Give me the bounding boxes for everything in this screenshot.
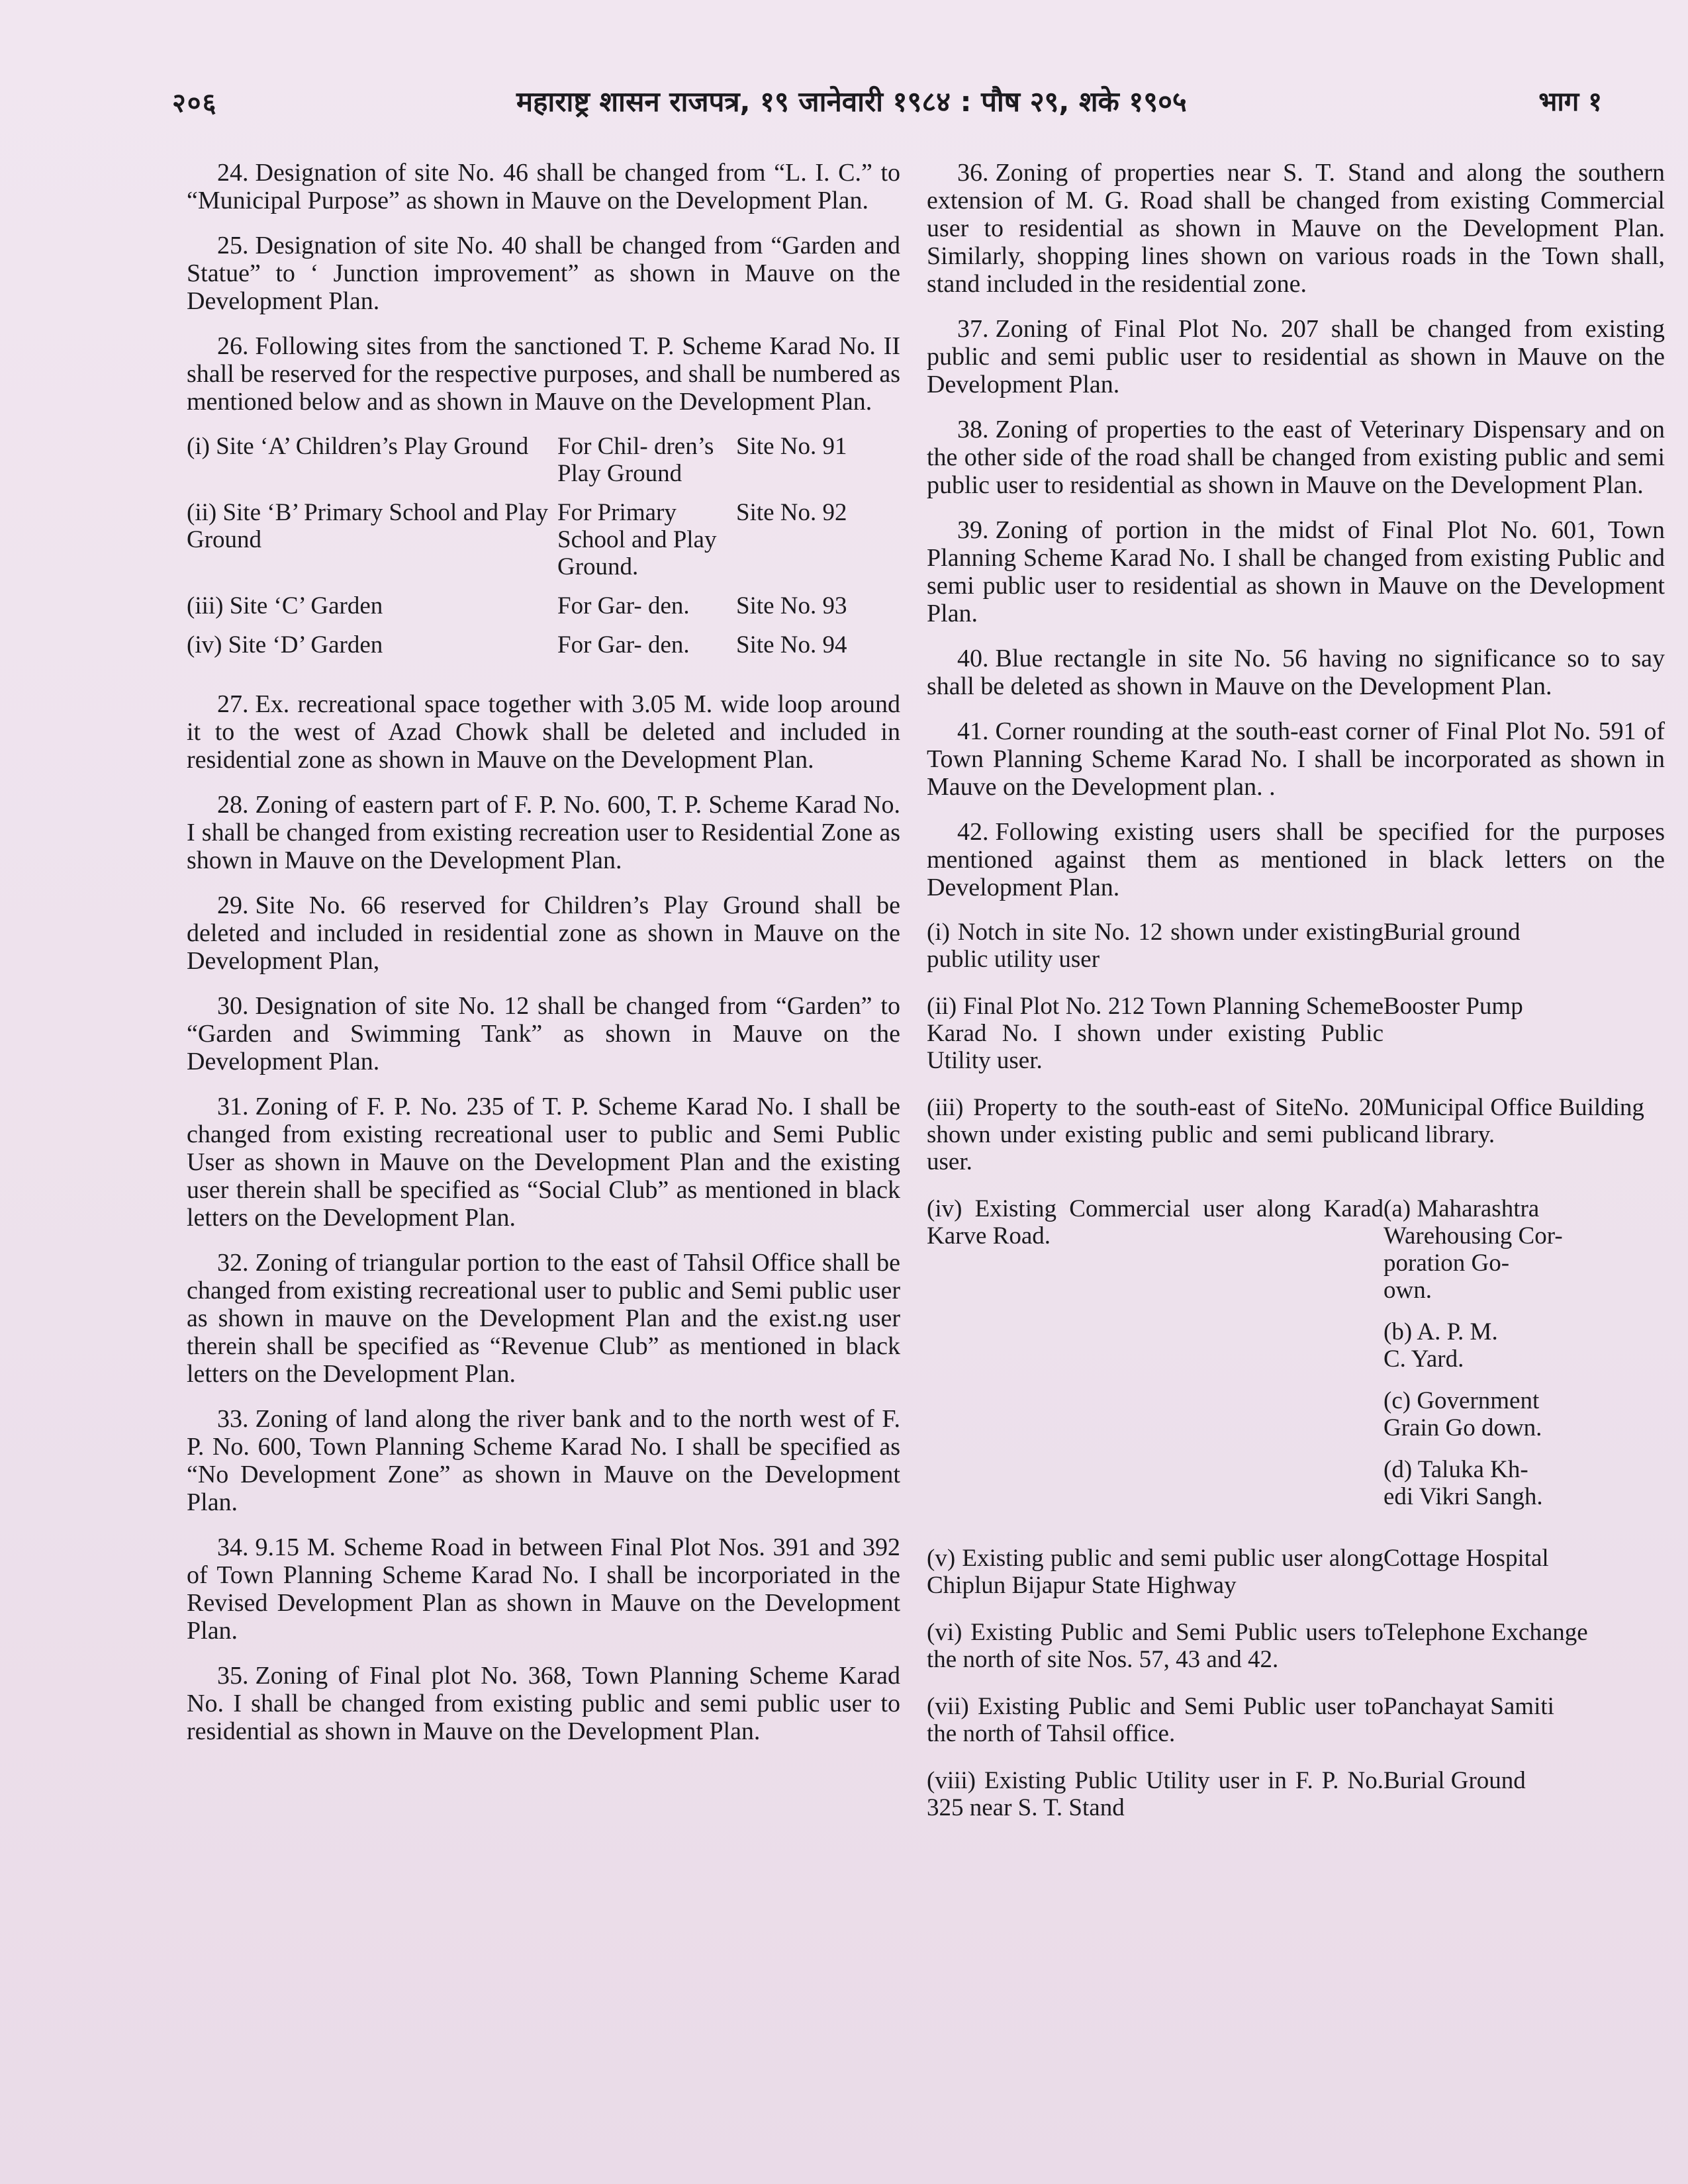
site-row xyxy=(187,499,900,592)
clause-paragraph xyxy=(187,690,900,774)
clause-paragraph xyxy=(927,516,1665,627)
clause-number: 36. xyxy=(957,159,989,187)
site-row xyxy=(187,592,900,631)
user-row xyxy=(927,1094,1665,1195)
user-description: (iii) Property to the south-east of SiteNo. 20 shown under existing public and semi public user. xyxy=(927,1094,1383,1175)
user-description: (vii) Existing Public and Semi Public user to the north of Tahsil office. xyxy=(927,1693,1383,1747)
user-row xyxy=(927,1195,1665,1545)
user-purpose-cell xyxy=(1383,1693,1665,1767)
site-purpose: For Primary School and Play Ground. xyxy=(557,499,717,580)
clause-text: 9.15 M. Scheme Road in between Final Plot Nos. 391 and 392 of Town Planning Scheme Karad No. I shall be incorporiated in the Revised Development Plan as shown in Mauve on the Development Plan. xyxy=(187,1533,900,1645)
user-description: (v) Existing public and semi public user along Chiplun Bijapur State Highway xyxy=(927,1545,1383,1599)
user-purpose: (d) Taluka Kh- edi Vikri Sangh. xyxy=(1383,1456,1543,1510)
user-purpose-cell xyxy=(1383,1767,1665,1841)
user-purpose-cell xyxy=(1383,1195,1665,1545)
clause-text: Designation of site No. 12 shall be changed from “Garden” to “Garden and Swimming Tank” as shown in Mauve on the Development Plan. xyxy=(187,992,900,1075)
clause-text: Zoning of properties to the east of Veterinary Dispensary and on the other side of the road shall be changed from existing public and semi public user to residential as shown in Mauve on the Development Plan. xyxy=(927,416,1665,499)
user-purpose: (c) Government Grain Go down. xyxy=(1383,1387,1542,1441)
clause-number: 38. xyxy=(957,416,989,443)
existing-users-table xyxy=(927,919,1665,1841)
user-purpose: (a) Maharashtra Warehousing Cor- poration Go- own. xyxy=(1383,1195,1563,1304)
part-label: भाग १ xyxy=(1538,87,1602,117)
left-column xyxy=(187,159,900,1762)
site-label: (iii) Site ‘C’ Garden xyxy=(187,592,383,619)
site-number: Site No. 91 xyxy=(736,433,847,460)
user-row xyxy=(927,919,1665,993)
clause-paragraph xyxy=(187,1249,900,1388)
clause-paragraph xyxy=(927,645,1665,700)
clause-paragraph xyxy=(187,332,900,416)
clause-text: Zoning of F. P. No. 235 of T. P. Scheme Karad No. I shall be changed from existing recreational user to public and Semi Public User as shown in Mauve on the Development Plan and the existing user therein shall be specified as “Social Club” as mentioned in black letters on the Development Plan. xyxy=(187,1093,900,1232)
site-number: Site No. 94 xyxy=(736,631,847,659)
clause-number: 26. xyxy=(217,332,249,360)
clause-number: 35. xyxy=(217,1662,249,1690)
user-description: (viii) Existing Public Utility user in F. P. No. 325 near S. T. Stand xyxy=(927,1767,1383,1821)
clause-text: Designation of site No. 46 shall be changed from “L. I. C.” to “Municipal Purpose” as shown in Mauve on the Development Plan. xyxy=(187,159,900,214)
user-row xyxy=(927,1545,1665,1619)
clause-paragraph xyxy=(927,159,1665,298)
clause-number: 29. xyxy=(217,891,249,919)
user-purpose: Burial ground xyxy=(1383,919,1521,946)
site-row xyxy=(187,631,900,670)
sites-table xyxy=(187,433,900,670)
clause-number: 33. xyxy=(217,1405,249,1433)
clause-paragraph xyxy=(927,717,1665,801)
clause-text: Ex. recreational space together with 3.05 M. wide loop around it to the west of Azad Chowk shall be deleted and included in residential zone as shown in Mauve on the Development Plan. xyxy=(187,690,900,774)
user-purpose: Panchayat Samiti xyxy=(1383,1693,1554,1720)
page-number: २०६ xyxy=(172,88,218,118)
clause-paragraph xyxy=(187,1533,900,1645)
clause-number: 42. xyxy=(957,818,989,846)
site-purpose: For Gar- den. xyxy=(557,592,690,619)
clause-paragraph xyxy=(187,891,900,975)
clause-text: Following sites from the sanctioned T. P. Scheme Karad No. II shall be reserved for the respective purposes, and shall be numbered as mentioned below and as shown in Mauve on the Development Plan. xyxy=(187,332,900,416)
site-number: Site No. 93 xyxy=(736,592,847,619)
clause-paragraph xyxy=(187,1093,900,1232)
clause-text: Zoning of triangular portion to the east of Tahsil Office shall be changed from existing recreational user to public and Semi public user as shown in mauve on the Development Plan and the exist.ng user therein shall be specified as “Revenue Club” as mentioned in black letters on the Development Plan. xyxy=(187,1249,900,1388)
site-label: (ii) Site ‘B’ Primary School and Play Ground xyxy=(187,499,549,553)
clause-paragraph xyxy=(187,1662,900,1745)
clause-number: 28. xyxy=(217,791,249,819)
clause-number: 41. xyxy=(957,717,989,745)
clause-number: 24. xyxy=(217,159,249,187)
user-purpose-cell xyxy=(1383,919,1665,993)
clause-number: 27. xyxy=(217,690,249,718)
user-purpose-cell xyxy=(1383,1094,1665,1195)
user-row xyxy=(927,1767,1665,1841)
site-label: (iv) Site ‘D’ Garden xyxy=(187,631,383,659)
clause-text: Zoning of Final plot No. 368, Town Planning Scheme Karad No. I shall be changed from existing public and semi public user to residential as shown in Mauve on the Development Plan. xyxy=(187,1662,900,1745)
clause-paragraph xyxy=(187,159,900,214)
clause-number: 39. xyxy=(957,516,989,544)
clause-paragraph xyxy=(187,791,900,874)
user-purpose-cell xyxy=(1383,993,1665,1094)
user-purpose: Telephone Exchange xyxy=(1383,1619,1588,1646)
clause-number: 37. xyxy=(957,315,989,343)
user-description: (vi) Existing Public and Semi Public users to the north of site Nos. 57, 43 and 42. xyxy=(927,1619,1383,1673)
clause-text: Zoning of portion in the midst of Final Plot No. 601, Town Planning Scheme Karad No. I shall be changed from existing Public and semi public user to residential as shown in Mauve on the Development Plan. xyxy=(927,516,1665,627)
clause-number: 31. xyxy=(217,1093,249,1120)
site-label: (i) Site ‘A’ Children’s Play Ground xyxy=(187,433,529,460)
user-purpose-cell xyxy=(1383,1545,1665,1619)
page-header xyxy=(172,78,1681,131)
clause-paragraph xyxy=(187,1405,900,1516)
site-purpose: For Gar- den. xyxy=(557,631,690,659)
clause-number: 34. xyxy=(217,1533,249,1561)
user-description: (i) Notch in site No. 12 shown under existing public utility user xyxy=(927,919,1383,973)
user-description: (iv) Existing Commercial user along Karad Karve Road. xyxy=(927,1195,1383,1250)
running-head: महाराष्ट्र शासन राजपत्र, १९ जानेवारी १९८४ : पौष २९, शके १९०५ xyxy=(516,85,1187,118)
user-purpose: Burial Ground xyxy=(1383,1767,1526,1794)
clause-text: Blue rectangle in site No. 56 having no significance so to say shall be deleted as shown in Mauve on the Development Plan. xyxy=(927,645,1665,700)
user-row xyxy=(927,993,1665,1094)
user-purpose-cell xyxy=(1383,1619,1665,1693)
right-paragraphs xyxy=(927,159,1665,901)
clause-text: Zoning of land along the river bank and to the north west of F. P. No. 600, Town Planning Scheme Karad No. I shall be specified as “No Development Zone” as shown in Mauve on the Development Plan. xyxy=(187,1405,900,1516)
clause-paragraph xyxy=(927,315,1665,398)
clause-number: 40. xyxy=(957,645,989,672)
clause-text: Following existing users shall be specified for the purposes mentioned against them as mentioned in black letters on the Development Plan. xyxy=(927,818,1665,901)
clause-number: 25. xyxy=(217,232,249,259)
clause-text: Zoning of eastern part of F. P. No. 600, T. P. Scheme Karad No. I shall be changed from existing recreation user to Residential Zone as shown in Mauve on the Development Plan. xyxy=(187,791,900,874)
site-purpose: For Chil- dren’s Play Ground xyxy=(557,433,714,487)
user-purpose: Booster Pump xyxy=(1383,993,1523,1020)
clause-text: Site No. 66 reserved for Children’s Play Ground shall be deleted and included in residential zone as shown in Mauve on the Development Plan, xyxy=(187,891,900,975)
clause-paragraph xyxy=(927,416,1665,499)
clause-paragraph xyxy=(187,232,900,315)
clause-number: 30. xyxy=(217,992,249,1020)
user-purpose: (b) A. P. M. C. Yard. xyxy=(1383,1318,1498,1373)
clause-number: 32. xyxy=(217,1249,249,1277)
left-paragraphs-2 xyxy=(187,690,900,1745)
site-row xyxy=(187,433,900,499)
clause-text: Zoning of Final Plot No. 207 shall be changed from existing public and semi public user to residential as shown in Mauve on the Development Plan. xyxy=(927,315,1665,398)
user-purpose: Cottage Hospital xyxy=(1383,1545,1549,1572)
user-row xyxy=(927,1693,1665,1767)
clause-paragraph xyxy=(187,992,900,1075)
left-paragraphs-1 xyxy=(187,159,900,416)
clause-paragraph xyxy=(927,818,1665,901)
clause-text: Corner rounding at the south-east corner of Final Plot No. 591 of Town Planning Scheme Karad No. I shall be incorporated as shown in Mauve on the Development plan. . xyxy=(927,717,1665,801)
user-row xyxy=(927,1619,1665,1693)
user-description: (ii) Final Plot No. 212 Town Planning Scheme Karad No. I shown under existing Public Utility user. xyxy=(927,993,1383,1074)
site-number: Site No. 92 xyxy=(736,499,847,526)
user-purpose: Municipal Office Building and library. xyxy=(1383,1094,1644,1148)
clause-text: Zoning of properties near S. T. Stand and along the southern extension of M. G. Road shall be changed from existing Commercial user to residential as shown in Mauve on the Development Plan. Similarly, shopping lines shown on various roads in the Town shall, stand included in the residential zone. xyxy=(927,159,1665,298)
clause-text: Designation of site No. 40 shall be changed from “Garden and Statue” to ‘ Junction improvement” as shown in Mauve on the Development Plan. xyxy=(187,232,900,315)
right-column xyxy=(927,159,1665,1841)
